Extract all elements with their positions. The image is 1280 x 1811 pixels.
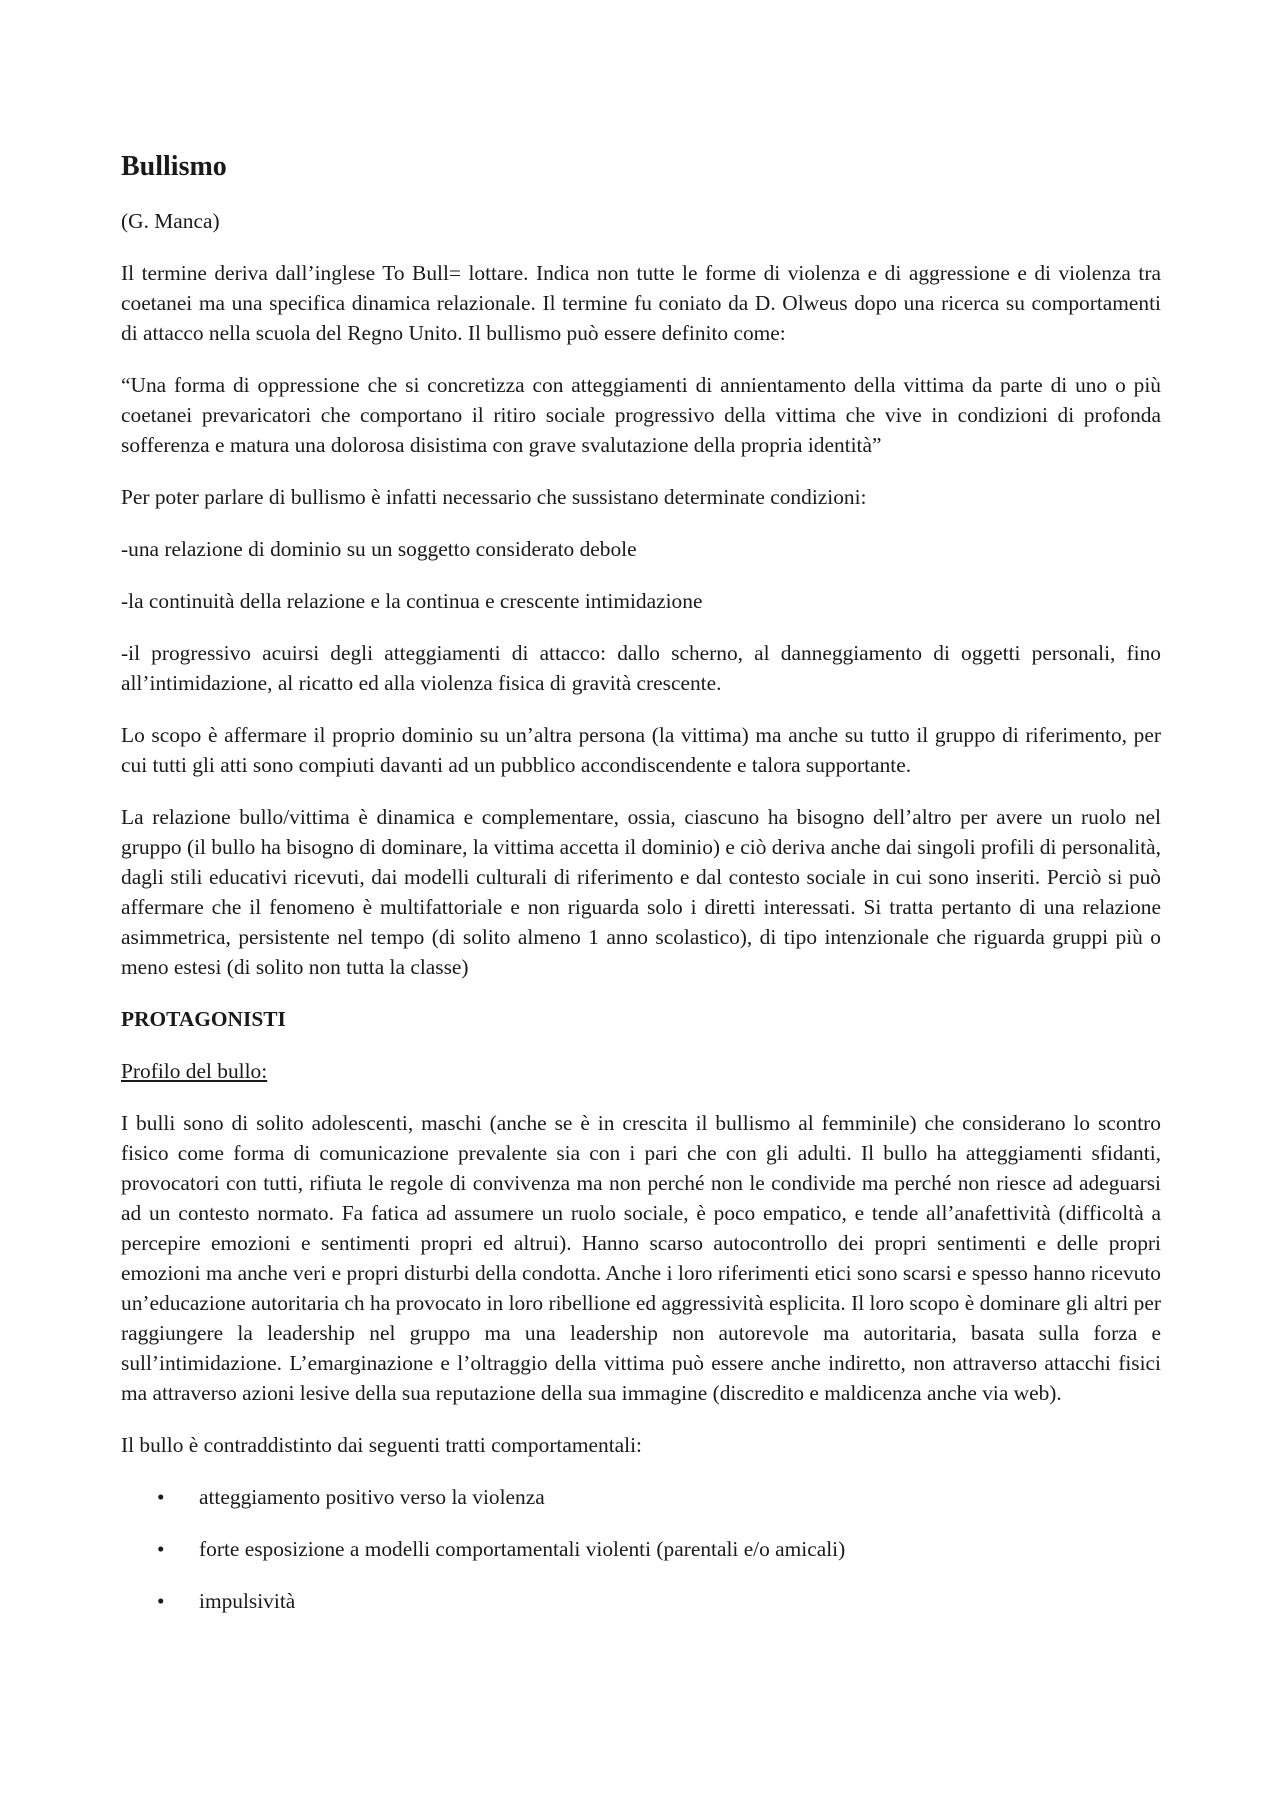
condition-item-progressivo: -il progressivo acuirsi degli atteggiamenti di attacco: dallo scherno, al danneggiamento di oggetti personali, fino all’intimidazione, al ricatto ed alla violenza fisica di gravità crescente. xyxy=(121,640,1161,695)
paragraph-traits-intro: Il bullo è contraddistinto dai seguenti tratti comportamentali: xyxy=(121,1432,642,1457)
bullet-icon: • xyxy=(157,1484,165,1509)
traits-list xyxy=(121,1482,1161,1616)
subheading-text: Profilo del bullo: xyxy=(121,1058,268,1083)
author-line: (G. Manca) xyxy=(121,208,220,233)
document-page xyxy=(121,150,1161,1638)
paragraph-definition-quote: “Una forma di oppressione che si concretizza con atteggiamenti di annientamento della vittima da parte di uno o più coetanei prevaricatori che comportano il ritiro sociale progressivo della vittima che vive in condizioni di profonda sofferenza e matura una dolorosa disistima con grave svalutazione della propria identità” xyxy=(121,372,1161,457)
section-heading-protagonisti: PROTAGONISTI xyxy=(121,1006,286,1031)
list-item-text: forte esposizione a modelli comportamentali violenti (parentali e/o amicali) xyxy=(199,1536,846,1561)
paragraph-intro: Il termine deriva dall’inglese To Bull= lottare. Indica non tutte le forme di violenza e di aggressione e di violenza tra coetanei ma una specifica dinamica relazionale. Il termine fu coniato da D. Olweus dopo una ricerca su comportamenti di attacco nella scuola del Regno Unito. Il bullismo può essere definito come: xyxy=(121,260,1161,345)
list-item-text: impulsività xyxy=(199,1588,296,1613)
paragraph-scopo: Lo scopo è affermare il proprio dominio su un’altra persona (la vittima) ma anche su tutto il gruppo di riferimento, per cui tutti gli atti sono compiuti davanti ad un pubblico accondiscendente e talora supportante. xyxy=(121,722,1161,777)
list-item xyxy=(121,1534,1161,1564)
document-title: Bullismo xyxy=(121,151,227,182)
condition-item-continuita: -la continuità della relazione e la continua e crescente intimidazione xyxy=(121,588,703,613)
list-item-text: atteggiamento positivo verso la violenza xyxy=(199,1484,545,1509)
subheading-profilo-bullo xyxy=(121,1056,1161,1086)
paragraph-bulli: I bulli sono di solito adolescenti, maschi (anche se è in crescita il bullismo al femminile) che considerano lo scontro fisico come forma di comunicazione prevalente sia con i pari che con gli adulti. Il bullo ha atteggiamenti sfidanti, provocatori con tutti, rifiuta le regole di convivenza ma non perché non le condivide ma perché non riesce ad adeguarsi ad un contesto normato. Fa fatica ad assumere un ruolo sociale, è poco empatico, e tende all’anafettività (difficoltà a percepire emozioni e sentimenti propri ed altrui). Hanno scarso autocontrollo dei propri sentimenti e delle propri emozioni ma anche veri e propri disturbi della condotta. Anche i loro riferimenti etici sono scarsi e spesso hanno ricevuto un’educazione autoritaria ch ha provocato in loro ribellione ed aggressività esplicita. Il loro scopo è dominare gli altri per raggiungere la leadership nel gruppo ma una leadership non autorevole ma autoritaria, basata sulla forza e sull’intimidazione. L’emarginazione e l’oltraggio della vittima può essere anche indiretto, non attraverso attacchi fisici ma attraverso azioni lesive della sua reputazione della sua immagine (discredito e maldicenza anche via web). xyxy=(121,1110,1161,1405)
list-item xyxy=(121,1482,1161,1512)
bullet-icon: • xyxy=(157,1536,165,1561)
paragraph-conditions-intro: Per poter parlare di bullismo è infatti necessario che sussistano determinate condizioni: xyxy=(121,484,867,509)
bullet-icon: • xyxy=(157,1588,165,1613)
paragraph-relazione: La relazione bullo/vittima è dinamica e complementare, ossia, ciascuno ha bisogno dell’altro per avere un ruolo nel gruppo (il bullo ha bisogno di dominare, la vittima accetta il dominio) e ciò deriva anche dai singoli profili di personalità, dagli stili educativi ricevuti, dai modelli culturali di riferimento e dal contesto sociale in cui sono inseriti. Perciò si può affermare che il fenomeno è multifattoriale e non riguarda solo i diretti interessati. Si tratta pertanto di una relazione asimmetrica, persistente nel tempo (di solito almeno 1 anno scolastico), di tipo intenzionale che riguarda gruppi più o meno estesi (di solito non tutta la classe) xyxy=(121,804,1161,979)
list-item xyxy=(121,1586,1161,1616)
condition-item-dominio: -una relazione di dominio su un soggetto considerato debole xyxy=(121,536,637,561)
